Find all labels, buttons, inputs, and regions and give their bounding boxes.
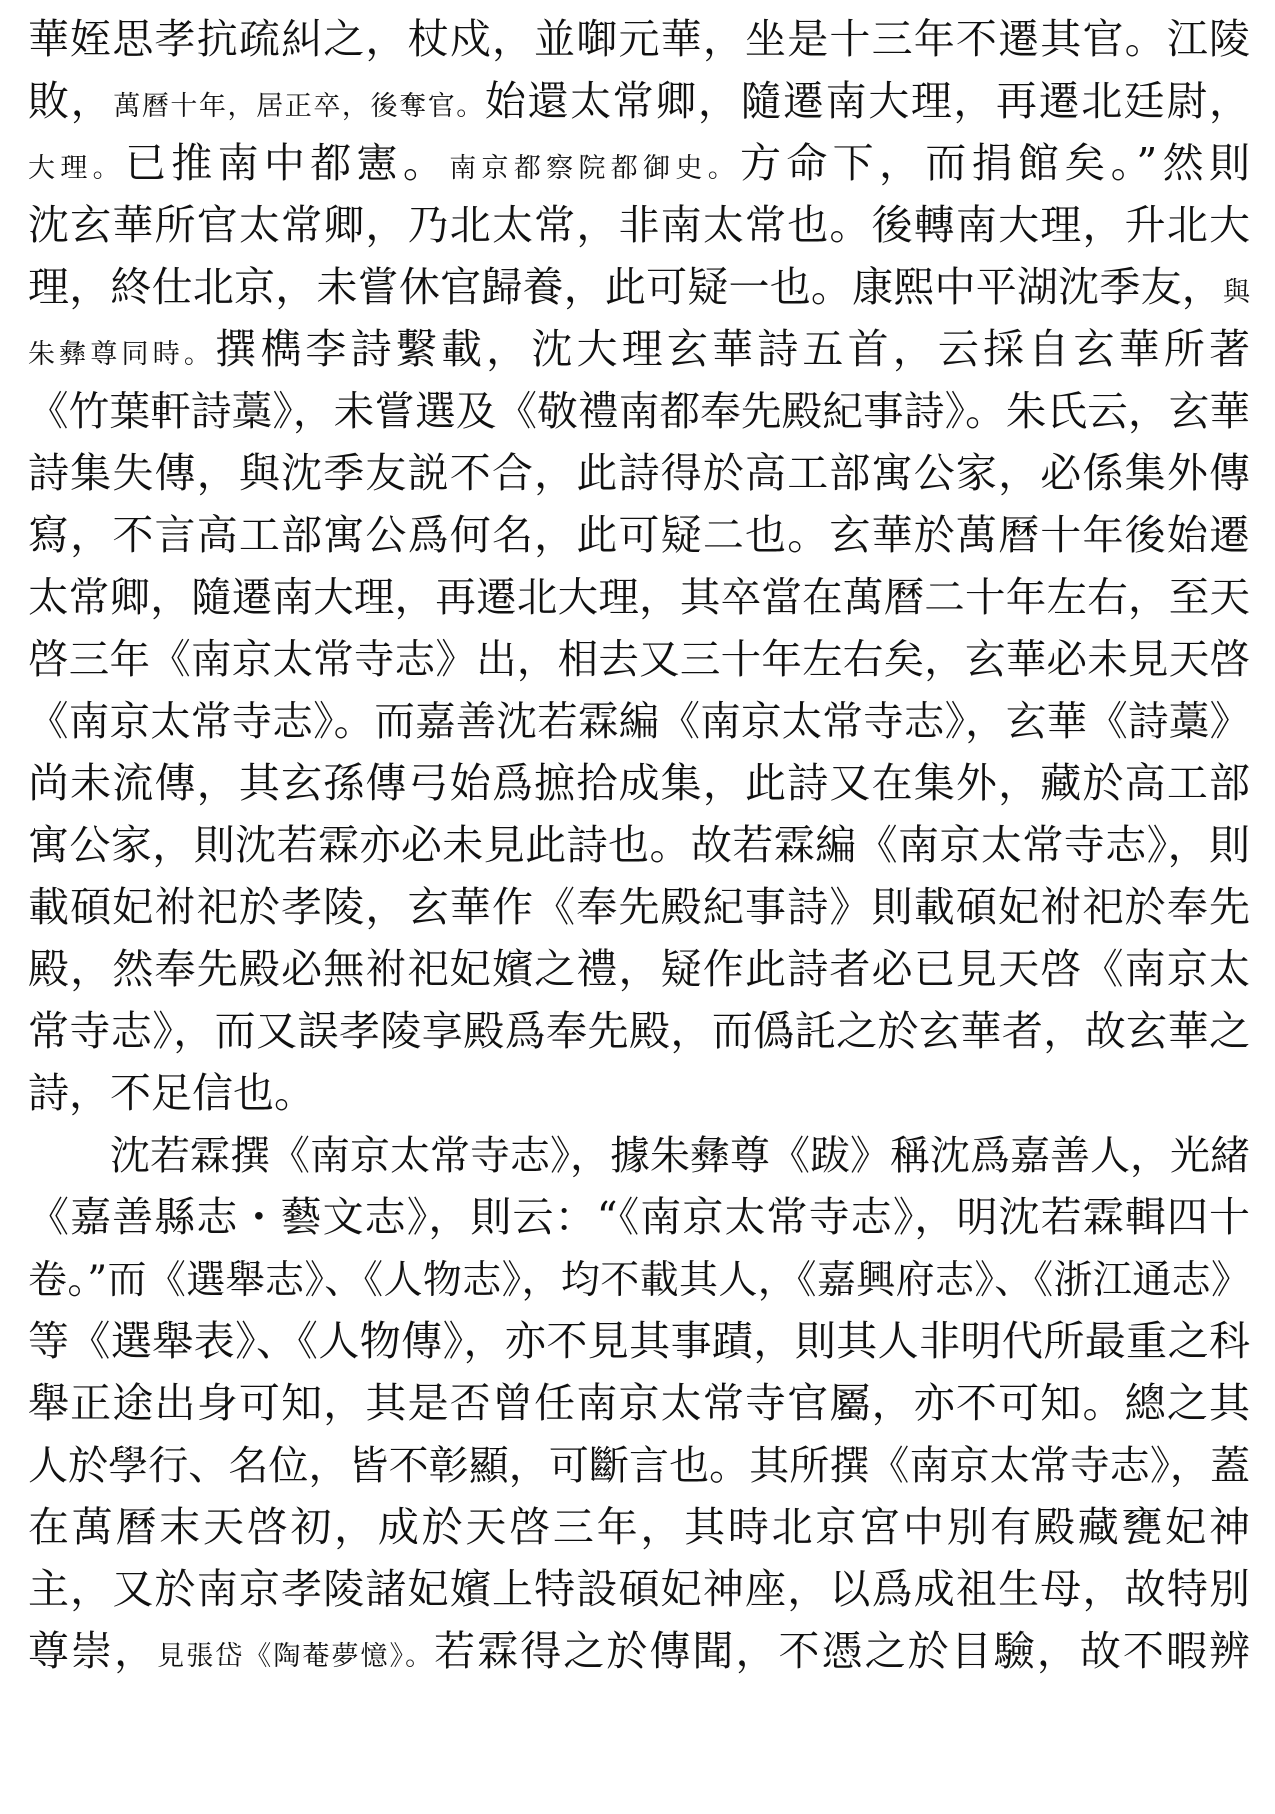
text-line: [28, 876, 1250, 938]
text-line: [28, 380, 1250, 442]
body-text: 主，又於南京孝陵諸妃嬪上特設碩妃神座，以爲成祖生母，故特別: [28, 1565, 1250, 1613]
body-text: 尊崇，: [28, 1627, 158, 1675]
body-text: 沈若霖撰《南京太常寺志》，據朱彝尊《跋》稱沈爲嘉善人，光緒: [110, 1133, 1250, 1179]
body-text: 等《選舉表》、《人物傳》，亦不見其事蹟，則其人非明代所最重之科: [28, 1317, 1250, 1365]
body-text: 沈玄華所官太常卿，乃北太常，非南太常也。後轉南大理，升北大: [28, 201, 1250, 249]
text-line: [28, 318, 1250, 380]
text-line: [28, 1496, 1250, 1558]
text-line: [28, 70, 1250, 132]
inline-annotation: 大理。: [28, 153, 125, 184]
inline-annotation: 萬曆十年，居正卒，後奪官。: [113, 91, 485, 122]
body-text: 華姪思孝抗疏糾之，杖戍，並啣元華，坐是十三年不遷其官。江陵: [28, 15, 1250, 63]
body-text: 詩，不足信也。: [28, 1069, 315, 1117]
body-text: 常寺志》，而又誤孝陵享殿爲奉先殿，而僞託之於玄華者，故玄華之: [28, 1007, 1250, 1055]
inline-annotation: 朱彝尊同時。: [28, 339, 216, 370]
inline-annotation: 南京都察院都御史。: [449, 153, 741, 184]
document-page: [28, 8, 1250, 1682]
body-text: 卷。”而《選舉志》、《人物志》，均不載其人，《嘉興府志》、《浙江通志》: [28, 1258, 1250, 1303]
body-text: 撰檇李詩繫載，沈大理玄華詩五首，云採自玄華所著: [215, 325, 1251, 373]
text-line: [28, 256, 1250, 318]
text-line: [28, 566, 1250, 628]
body-text: 方命下，而捐館矣。”然則: [740, 139, 1251, 187]
body-text: 已推南中都憲。: [124, 139, 450, 187]
body-text: 若霖得之於傳聞，不憑之於目驗，故不暇辨: [434, 1627, 1251, 1675]
body-text: 太常卿，隨遷南大理，再遷北大理，其卒當在萬曆二十年左右，至天: [28, 573, 1250, 621]
body-text: 載碩妃祔祀於孝陵，玄華作《奉先殿紀事詩》則載碩妃祔祀於奉先: [28, 883, 1250, 931]
body-text: 殿，然奉先殿必無祔祀妃嬪之禮，疑作此詩者必已見天啓《南京太: [28, 945, 1250, 993]
text-line: [28, 1434, 1250, 1496]
text-line: [28, 1186, 1250, 1248]
text-line: [28, 504, 1250, 566]
text-line: [28, 938, 1250, 1000]
text-line: [28, 690, 1250, 752]
body-text: 尚未流傳，其玄孫傳弓始爲摭拾成集，此詩又在集外，藏於高工部: [28, 759, 1250, 807]
text-line: [28, 194, 1250, 256]
body-text: 人於學行、名位，皆不彰顯，可斷言也。其所撰《南京太常寺志》，蓋: [28, 1443, 1250, 1489]
text-line: [28, 628, 1250, 690]
text-line: [28, 1124, 1250, 1186]
text-line: [28, 814, 1250, 876]
text-line: [28, 1248, 1250, 1310]
body-text: 《嘉善縣志・藝文志》，則云：“《南京太常寺志》，明沈若霖輯四十: [28, 1193, 1250, 1241]
text-line: [28, 1620, 1250, 1682]
text-line: [28, 1372, 1250, 1434]
text-line: [28, 1558, 1250, 1620]
body-text: 詩集失傳，與沈季友説不合，此詩得於高工部寓公家，必係集外傳: [28, 449, 1250, 497]
body-text: 舉正途出身可知，其是否曾任南京太常寺官屬，亦不可知。總之其: [28, 1379, 1250, 1427]
inline-annotation: 見張岱《陶菴夢憶》。: [157, 1641, 435, 1672]
text-line: [28, 1310, 1250, 1372]
body-text: 始還太常卿，隨遷南大理，再遷北廷尉，: [484, 77, 1250, 125]
text-line: [28, 442, 1250, 504]
body-text: 《南京太常寺志》。而嘉善沈若霖編《南京太常寺志》，玄華《詩藁》: [28, 697, 1250, 745]
text-line: [28, 132, 1250, 194]
body-text: 寫，不言高工部寓公爲何名，此可疑二也。玄華於萬曆十年後始遷: [28, 511, 1250, 559]
body-text: 理，終仕北京，未嘗休官歸養，此可疑一也。康熙中平湖沈季友，: [28, 263, 1223, 311]
body-text: 寓公家，則沈若霖亦必未見此詩也。故若霖編《南京太常寺志》，則: [28, 821, 1250, 869]
text-line: [28, 1062, 1250, 1124]
body-text: 敗，: [28, 77, 114, 125]
body-text: 在萬曆末天啓初，成於天啓三年，其時北京宮中別有殿藏甕妃神: [28, 1503, 1250, 1551]
inline-annotation: 與: [1223, 277, 1250, 308]
body-text: 《竹葉軒詩藁》，未嘗選及《敬禮南都奉先殿紀事詩》。朱氏云，玄華: [28, 387, 1250, 435]
text-line: [28, 1000, 1250, 1062]
text-line: [28, 752, 1250, 814]
body-text: 啓三年《南京太常寺志》出，相去又三十年左右矣，玄華必未見天啓: [28, 635, 1250, 683]
text-line: [28, 8, 1250, 70]
